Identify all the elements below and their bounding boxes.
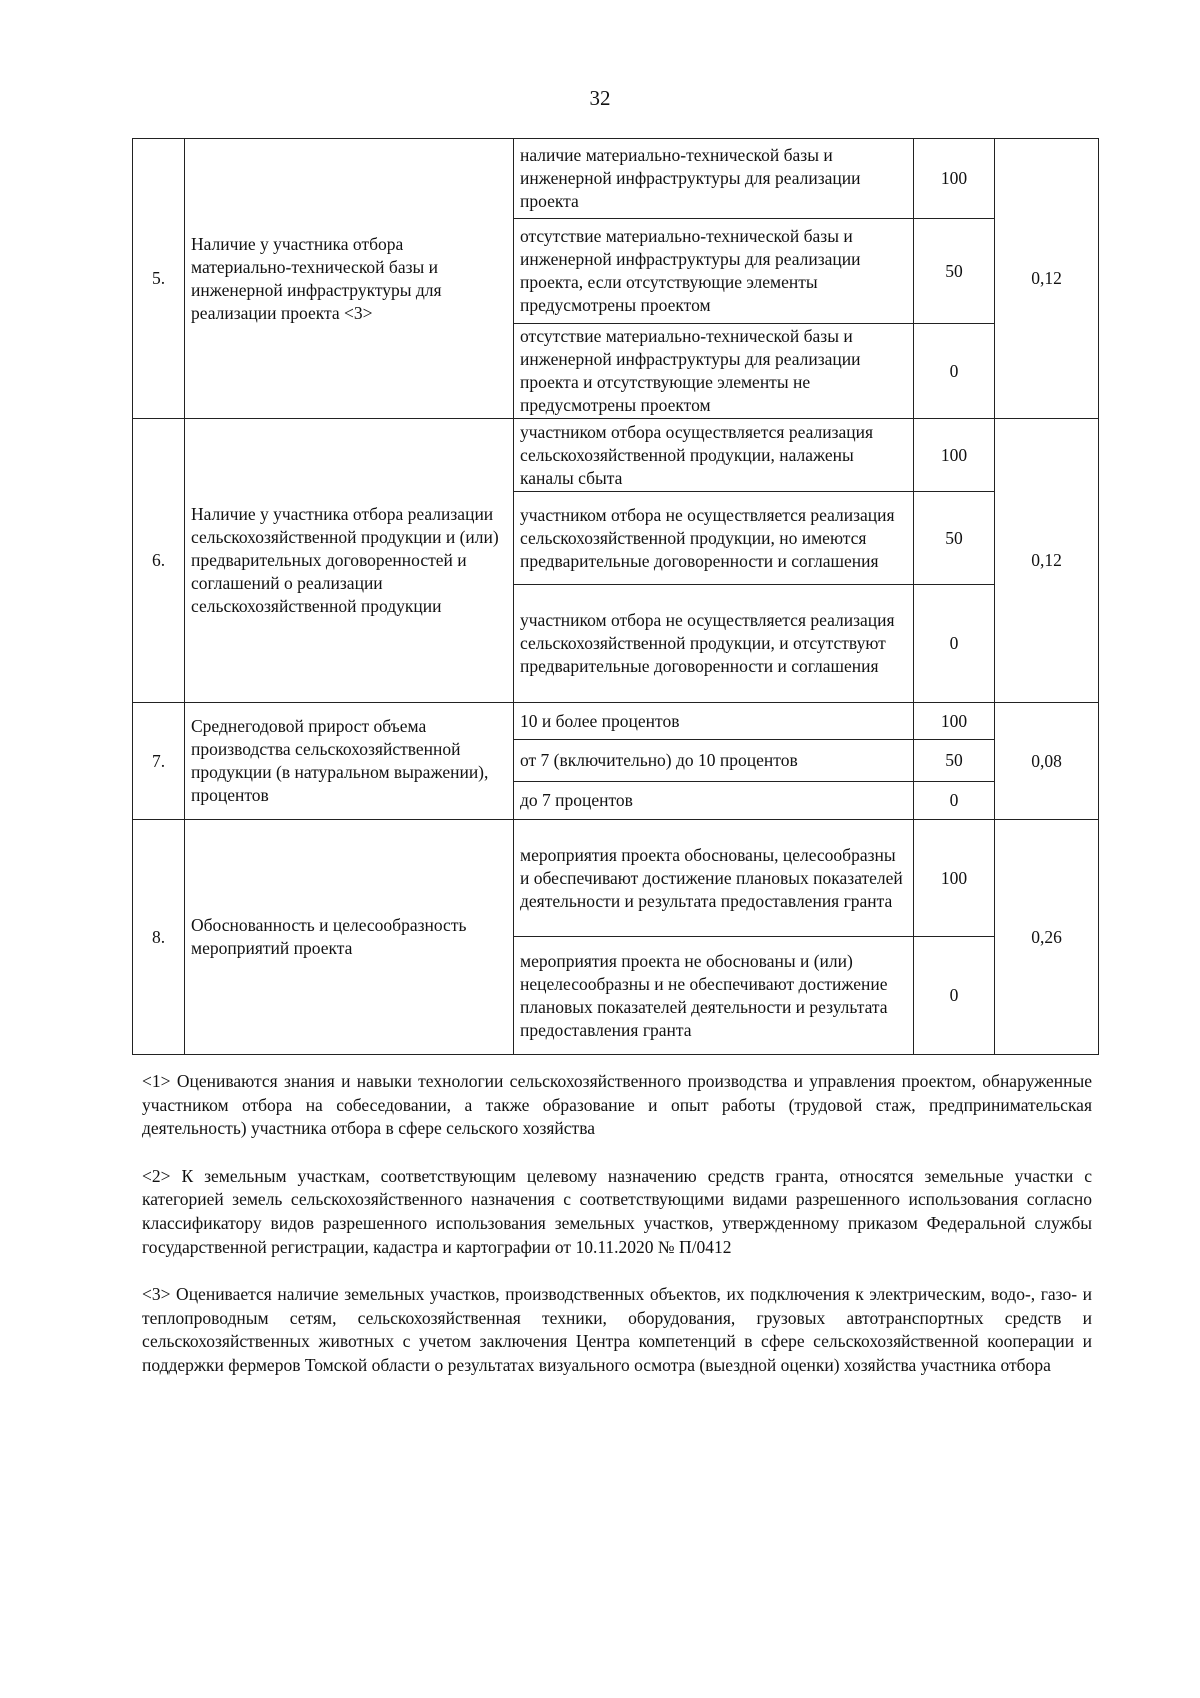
criteria-table [132,138,1099,1055]
option-score: 0 [914,937,995,1055]
option-text: наличие материально-технической базы и инженерной инфраструктуры для реализации проекта [514,139,914,219]
option-score: 0 [914,782,995,820]
option-score: 100 [914,139,995,219]
footnote: <3> Оценивается наличие земельных участков, производственных объектов, их подключения к электрическим, водо-, газо- и теплопроводным сетям, сельскохозяйственная техники, оборудования, грузовых автотранспортных средств и сельскохозяйственных животных с учетом заключения Центра компетенций в сфере сельскохозяйственной кооперации и поддержки фермеров Томской области о результатах визуального осмотра (выездной оценки) хозяйства участника отбора [142,1284,1092,1375]
criterion-number: 5. [133,139,185,419]
option-score: 100 [914,820,995,937]
criterion-number: 7. [133,703,185,820]
table-row [133,419,1099,492]
page-number: 32 [589,86,611,110]
option-text: мероприятия проекта не обоснованы и (или) нецелесообразны и не обеспечивают достижение плановых показателей деятельности и результата предоставления гранта [514,937,914,1055]
criterion-weight: 0,12 [995,419,1099,703]
option-text: от 7 (включительно) до 10 процентов [514,740,914,782]
criterion-name: Обоснованность и целесообразность мероприятий проекта [185,820,514,1055]
option-score: 100 [914,419,995,492]
criterion-name: Наличие у участника отбора материально-технической базы и инженерной инфраструктуры для реализации проекта <3> [185,139,514,419]
table-row [133,820,1099,937]
option-text: участником отбора осуществляется реализация сельскохозяйственной продукции, налажены каналы сбыта [514,419,914,492]
table-row [133,703,1099,740]
option-score: 50 [914,740,995,782]
option-score: 50 [914,219,995,324]
option-score: 0 [914,585,995,703]
option-text: участником отбора не осуществляется реализация сельскохозяйственной продукции, и отсутствуют предварительные договоренности и соглашения [514,585,914,703]
option-score: 0 [914,324,995,419]
table-row [133,139,1099,219]
option-text: отсутствие материально-технической базы и инженерной инфраструктуры для реализации проекта, если отсутствующие элементы предусмотрены проектом [514,219,914,324]
option-text: участником отбора не осуществляется реализация сельскохозяйственной продукции, но имеются предварительные договоренности и соглашения [514,492,914,585]
criterion-name: Наличие у участника отбора реализации сельскохозяйственной продукции и (или) предварительных договоренностей и соглашений о реализации сельскохозяйственной продукции [185,419,514,703]
option-score: 100 [914,703,995,740]
option-score: 50 [914,492,995,585]
option-text: отсутствие материально-технической базы и инженерной инфраструктуры для реализации проекта и отсутствующие элементы не предусмотрены проектом [514,324,914,419]
criterion-weight: 0,08 [995,703,1099,820]
criterion-weight: 0,12 [995,139,1099,419]
option-text: 10 и более процентов [514,703,914,740]
criterion-number: 8. [133,820,185,1055]
criterion-weight: 0,26 [995,820,1099,1055]
criterion-name: Среднегодовой прирост объема производства сельскохозяйственной продукции (в натуральном выражении), процентов [185,703,514,820]
option-text: мероприятия проекта обоснованы, целесообразны и обеспечивают достижение плановых показателей деятельности и результата предоставления гранта [514,820,914,937]
footnote: <1> Оцениваются знания и навыки технологии сельскохозяйственного производства и управления проектом, обнаруженные участником отбора на собеседовании, а также образование и опыт работы (трудовой стаж, предпринимательская деятельность) участника отбора в сфере сельского хозяйства [142,1071,1092,1139]
criterion-number: 6. [133,419,185,703]
footnote: <2> К земельным участкам, соответствующим целевому назначению средств гранта, относятся земельные участки с категорией земель сельскохозяйственного назначения с соответствующими видами разрешенного использования согласно классификатору видов разрешенного использования земельных участков, утвержденному приказом Федеральной службы государственной регистрации, кадастра и картографии от 10.11.2020 № П/0412 [142,1165,1092,1257]
option-text: до 7 процентов [514,782,914,820]
footnotes [142,1070,1092,1402]
